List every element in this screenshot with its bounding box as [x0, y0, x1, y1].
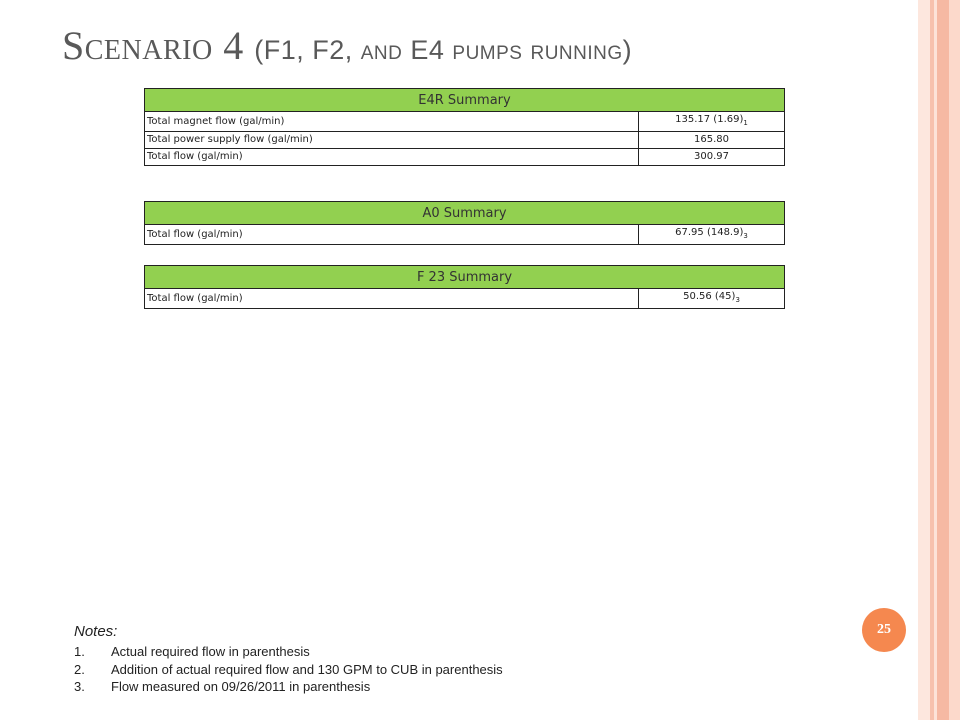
table-row [145, 112, 785, 132]
row-label: Total flow (gal/min) [145, 149, 639, 166]
a0-summary-table [144, 201, 785, 245]
list-item: 2. Addition of actual required flow and 130 GPM to CUB in parenthesis [74, 661, 503, 677]
row-label: Total magnet flow (gal/min) [145, 112, 639, 132]
notes-heading: Notes: [74, 623, 118, 640]
row-value: 300.97 [639, 149, 785, 166]
notes-list [74, 643, 503, 696]
row-label: Total power supply flow (gal/min) [145, 132, 639, 149]
page-number-badge: 25 [862, 608, 906, 652]
table-header: A0 Summary [145, 202, 785, 225]
row-label: Total flow (gal/min) [145, 225, 639, 245]
table-row [145, 149, 785, 166]
row-label: Total flow (gal/min) [145, 289, 639, 309]
list-item: 3. Flow measured on 09/26/2011 in parenthesis [74, 679, 371, 694]
row-value: 165.80 [639, 132, 785, 149]
table-row [145, 132, 785, 149]
row-value: 67.95 $(148.9)_3$ [639, 225, 785, 245]
table-row [145, 225, 785, 245]
slide-title: Scenario 4 (F1, F2, and E4 pumps running) [62, 23, 633, 68]
e4r-summary-table [144, 88, 785, 166]
decor-stripe [918, 0, 930, 720]
row-value: 50.56 $(45)_3$ [639, 289, 785, 309]
table-header: F 23 Summary [145, 266, 785, 289]
row-value: 135.17 $(1.69)_1$ [639, 112, 785, 132]
decor-stripe [949, 0, 960, 720]
notes-section [74, 623, 503, 696]
f23-summary-table [144, 265, 785, 309]
table-row [145, 289, 785, 309]
list-item: 1. Actual required flow in parenthesis [74, 644, 310, 659]
table-header: E4R Summary [145, 89, 785, 112]
decor-stripe [937, 0, 949, 720]
